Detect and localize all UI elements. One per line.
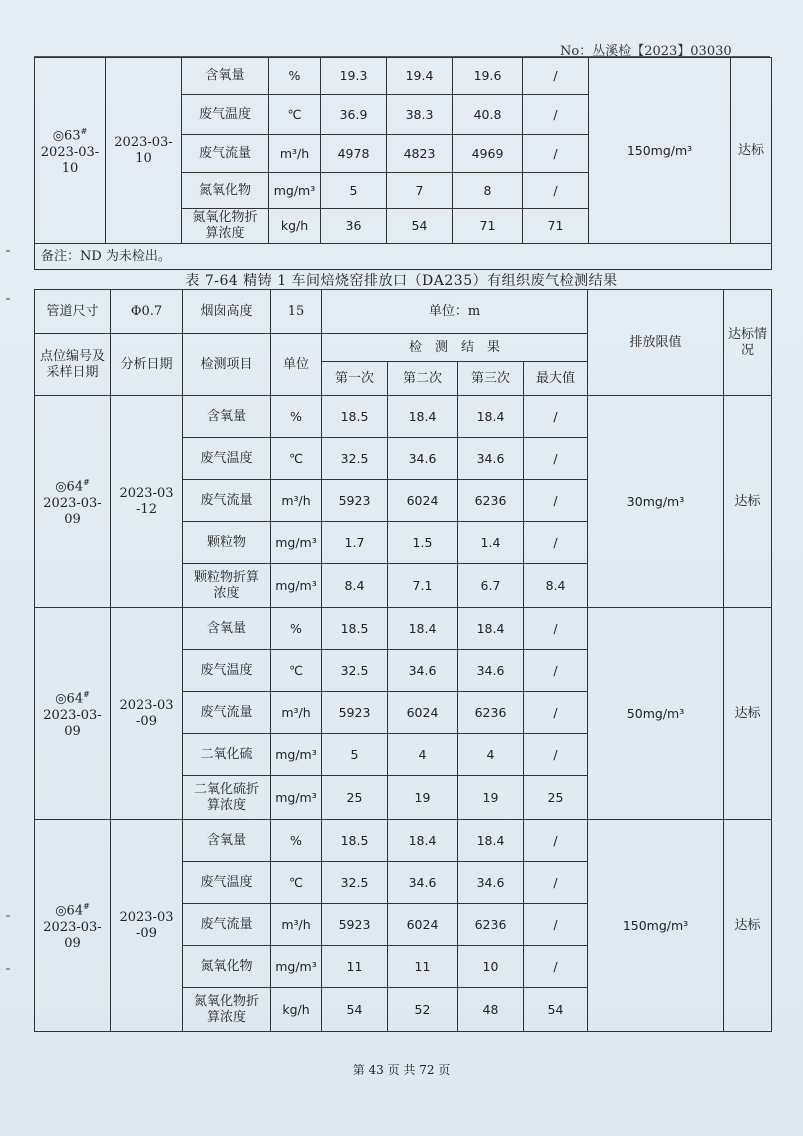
value-third-cell: 48 [458, 988, 524, 1032]
value-first-cell: 11 [322, 946, 388, 988]
value-second-cell: 6024 [388, 692, 458, 734]
item-cell: 废气温度 [183, 650, 271, 692]
value-second-cell: 19.4 [387, 58, 453, 95]
header-status: 达标情况 [724, 290, 772, 396]
value-max-cell: / [524, 734, 588, 776]
header-pipe-value: Φ0.7 [111, 290, 183, 334]
value-third-cell: 10 [458, 946, 524, 988]
analysis-date-cell: 2023-03-09 [111, 820, 183, 1032]
item-cell: 颗粒物折算浓度 [183, 564, 271, 608]
analysis-date-cell: 2023-03-10 [106, 58, 182, 244]
header-max: 最大值 [524, 362, 588, 396]
sampling-date: 2023-03-09 [43, 919, 102, 951]
results-table [34, 289, 772, 1032]
item-cell: 废气温度 [183, 862, 271, 904]
status-cell: 达标 [724, 820, 772, 1032]
limit-cell: 150mg/m³ [589, 58, 731, 244]
value-max-cell: 25 [524, 776, 588, 820]
unit-cell: m³/h [269, 135, 321, 173]
value-max-cell: / [524, 862, 588, 904]
value-max-cell: / [523, 58, 589, 95]
limit-cell: 30mg/m³ [588, 396, 724, 608]
point-id: ◎64 [55, 691, 84, 707]
unit-cell: ℃ [271, 650, 322, 692]
note-row [35, 244, 772, 270]
value-second-cell: 7 [387, 173, 453, 209]
value-first-cell: 32.5 [322, 438, 388, 480]
value-third-cell: 6236 [458, 904, 524, 946]
table-row [35, 396, 772, 438]
unit-cell: mg/m³ [269, 173, 321, 209]
value-max-cell: / [524, 608, 588, 650]
unit-cell: mg/m³ [271, 522, 322, 564]
scan-edge-mark [6, 250, 10, 252]
sampling-date: 2023-03-09 [43, 495, 102, 527]
header-third: 第三次 [458, 362, 524, 396]
limit-cell: 50mg/m³ [588, 608, 724, 820]
value-third-cell: 18.4 [458, 396, 524, 438]
value-first-cell: 32.5 [322, 862, 388, 904]
header-unit-m: 单位：m [322, 290, 588, 334]
header-chimney: 烟囱高度 [183, 290, 271, 334]
point-id: ◎63 [52, 128, 81, 144]
value-max-cell: / [523, 135, 589, 173]
value-first-cell: 5923 [322, 692, 388, 734]
value-max-cell: 71 [523, 209, 589, 244]
value-max-cell: / [524, 480, 588, 522]
value-first-cell: 5 [322, 734, 388, 776]
unit-cell: ℃ [269, 95, 321, 135]
value-max-cell: / [524, 946, 588, 988]
unit-cell: % [271, 608, 322, 650]
value-second-cell: 18.4 [388, 396, 458, 438]
value-first-cell: 54 [322, 988, 388, 1032]
sampling-date: 2023-03-10 [40, 144, 100, 176]
item-cell: 二氧化硫 [183, 734, 271, 776]
point-cell [35, 820, 111, 1032]
item-cell: 含氧量 [182, 58, 269, 95]
value-second-cell: 34.6 [388, 650, 458, 692]
value-first-cell: 1.7 [322, 522, 388, 564]
unit-cell: kg/h [269, 209, 321, 244]
value-third-cell: 19.6 [453, 58, 523, 95]
value-second-cell: 34.6 [388, 862, 458, 904]
value-second-cell: 7.1 [388, 564, 458, 608]
value-second-cell: 6024 [388, 904, 458, 946]
unit-cell: % [271, 396, 322, 438]
header-row-1 [35, 290, 772, 334]
value-max-cell: / [523, 173, 589, 209]
value-third-cell: 40.8 [453, 95, 523, 135]
value-second-cell: 1.5 [388, 522, 458, 564]
value-second-cell: 19 [388, 776, 458, 820]
value-third-cell: 6236 [458, 480, 524, 522]
item-cell: 废气流量 [182, 135, 269, 173]
item-cell: 颗粒物 [183, 522, 271, 564]
value-second-cell: 38.3 [387, 95, 453, 135]
unit-cell: mg/m³ [271, 776, 322, 820]
point-sup: # [83, 690, 90, 700]
point-id: ◎64 [55, 903, 84, 919]
status-cell: 达标 [731, 58, 772, 244]
value-max-cell: / [524, 820, 588, 862]
header-first: 第一次 [322, 362, 388, 396]
value-third-cell: 34.6 [458, 862, 524, 904]
point-id: ◎64 [55, 479, 84, 495]
note-cell: 备注：ND 为未检出。 [35, 244, 772, 270]
header-analysis-date: 分析日期 [111, 334, 183, 396]
value-second-cell: 52 [388, 988, 458, 1032]
item-cell: 废气温度 [183, 438, 271, 480]
unit-cell: mg/m³ [271, 564, 322, 608]
limit-cell: 150mg/m³ [588, 820, 724, 1032]
item-cell: 氮氧化物 [183, 946, 271, 988]
point-cell [35, 608, 111, 820]
value-third-cell: 34.6 [458, 438, 524, 480]
item-cell: 含氧量 [183, 820, 271, 862]
value-first-cell: 5923 [322, 480, 388, 522]
item-cell: 二氧化硫折算浓度 [183, 776, 271, 820]
value-max-cell: / [524, 904, 588, 946]
value-third-cell: 1.4 [458, 522, 524, 564]
unit-cell: mg/m³ [271, 734, 322, 776]
scan-edge-mark [6, 298, 10, 300]
value-first-cell: 18.5 [322, 820, 388, 862]
item-cell: 氮氧化物折算浓度 [183, 988, 271, 1032]
value-second-cell: 6024 [388, 480, 458, 522]
point-cell [35, 396, 111, 608]
analysis-date-cell: 2023-03-12 [111, 396, 183, 608]
value-third-cell: 6.7 [458, 564, 524, 608]
unit-cell: % [271, 820, 322, 862]
point-sup: # [83, 902, 90, 912]
header-limit: 排放限值 [588, 290, 724, 396]
point-sup: # [80, 127, 88, 137]
header-chimney-value: 15 [271, 290, 322, 334]
unit-cell: % [269, 58, 321, 95]
point-cell [35, 58, 106, 244]
unit-cell: m³/h [271, 692, 322, 734]
value-first-cell: 4978 [321, 135, 387, 173]
table-row [35, 608, 772, 650]
scan-edge-mark [6, 915, 10, 917]
header-pipe: 管道尺寸 [35, 290, 111, 334]
value-max-cell: / [524, 438, 588, 480]
status-cell: 达标 [724, 608, 772, 820]
header-point: 点位编号及采样日期 [35, 334, 111, 396]
item-cell: 废气流量 [183, 480, 271, 522]
item-cell: 废气流量 [183, 904, 271, 946]
value-max-cell: 8.4 [524, 564, 588, 608]
item-cell: 含氧量 [183, 608, 271, 650]
value-first-cell: 25 [322, 776, 388, 820]
value-second-cell: 54 [387, 209, 453, 244]
value-second-cell: 34.6 [388, 438, 458, 480]
header-unit: 单位 [271, 334, 322, 396]
unit-cell: m³/h [271, 480, 322, 522]
item-cell: 废气流量 [183, 692, 271, 734]
value-first-cell: 5923 [322, 904, 388, 946]
value-third-cell: 8 [453, 173, 523, 209]
value-max-cell: / [523, 95, 589, 135]
value-max-cell: 54 [524, 988, 588, 1032]
unit-cell: ℃ [271, 862, 322, 904]
table-row [35, 820, 772, 862]
value-first-cell: 18.5 [322, 396, 388, 438]
item-cell: 氮氧化物折算浓度 [182, 209, 269, 244]
value-first-cell: 18.5 [322, 608, 388, 650]
value-third-cell: 34.6 [458, 650, 524, 692]
sampling-date: 2023-03-09 [43, 707, 102, 739]
value-max-cell: / [524, 396, 588, 438]
unit-cell: m³/h [271, 904, 322, 946]
unit-cell: mg/m³ [271, 946, 322, 988]
analysis-date-cell: 2023-03-09 [111, 608, 183, 820]
value-second-cell: 18.4 [388, 820, 458, 862]
table-row [35, 58, 772, 95]
point-sup: # [83, 478, 90, 488]
value-third-cell: 18.4 [458, 608, 524, 650]
item-cell: 含氧量 [183, 396, 271, 438]
status-cell: 达标 [724, 396, 772, 608]
value-third-cell: 4 [458, 734, 524, 776]
item-cell: 氮氧化物 [182, 173, 269, 209]
value-first-cell: 36 [321, 209, 387, 244]
unit-cell: ℃ [271, 438, 322, 480]
value-third-cell: 6236 [458, 692, 524, 734]
value-first-cell: 8.4 [322, 564, 388, 608]
value-max-cell: / [524, 650, 588, 692]
unit-cell: kg/h [271, 988, 322, 1032]
value-third-cell: 4969 [453, 135, 523, 173]
value-second-cell: 4 [388, 734, 458, 776]
scan-edge-mark [6, 968, 10, 970]
value-first-cell: 5 [321, 173, 387, 209]
value-max-cell: / [524, 522, 588, 564]
page-footer: 第 43 页 共 72 页 [352, 1063, 451, 1077]
value-third-cell: 19 [458, 776, 524, 820]
value-first-cell: 32.5 [322, 650, 388, 692]
value-first-cell: 19.3 [321, 58, 387, 95]
value-third-cell: 71 [453, 209, 523, 244]
previous-table-continuation [34, 57, 772, 270]
value-second-cell: 18.4 [388, 608, 458, 650]
report-number: No：丛溪检【2023】03030 [560, 44, 732, 59]
header-item: 检测项目 [183, 334, 271, 396]
header-second: 第二次 [388, 362, 458, 396]
value-max-cell: / [524, 692, 588, 734]
value-second-cell: 4823 [387, 135, 453, 173]
value-first-cell: 36.9 [321, 95, 387, 135]
value-third-cell: 18.4 [458, 820, 524, 862]
table-caption: 表 7-64 精铸 1 车间焙烧窑排放口（DA235）有组织废气检测结果 [185, 273, 618, 289]
value-second-cell: 11 [388, 946, 458, 988]
item-cell: 废气温度 [182, 95, 269, 135]
header-result: 检 测 结 果 [322, 334, 588, 362]
